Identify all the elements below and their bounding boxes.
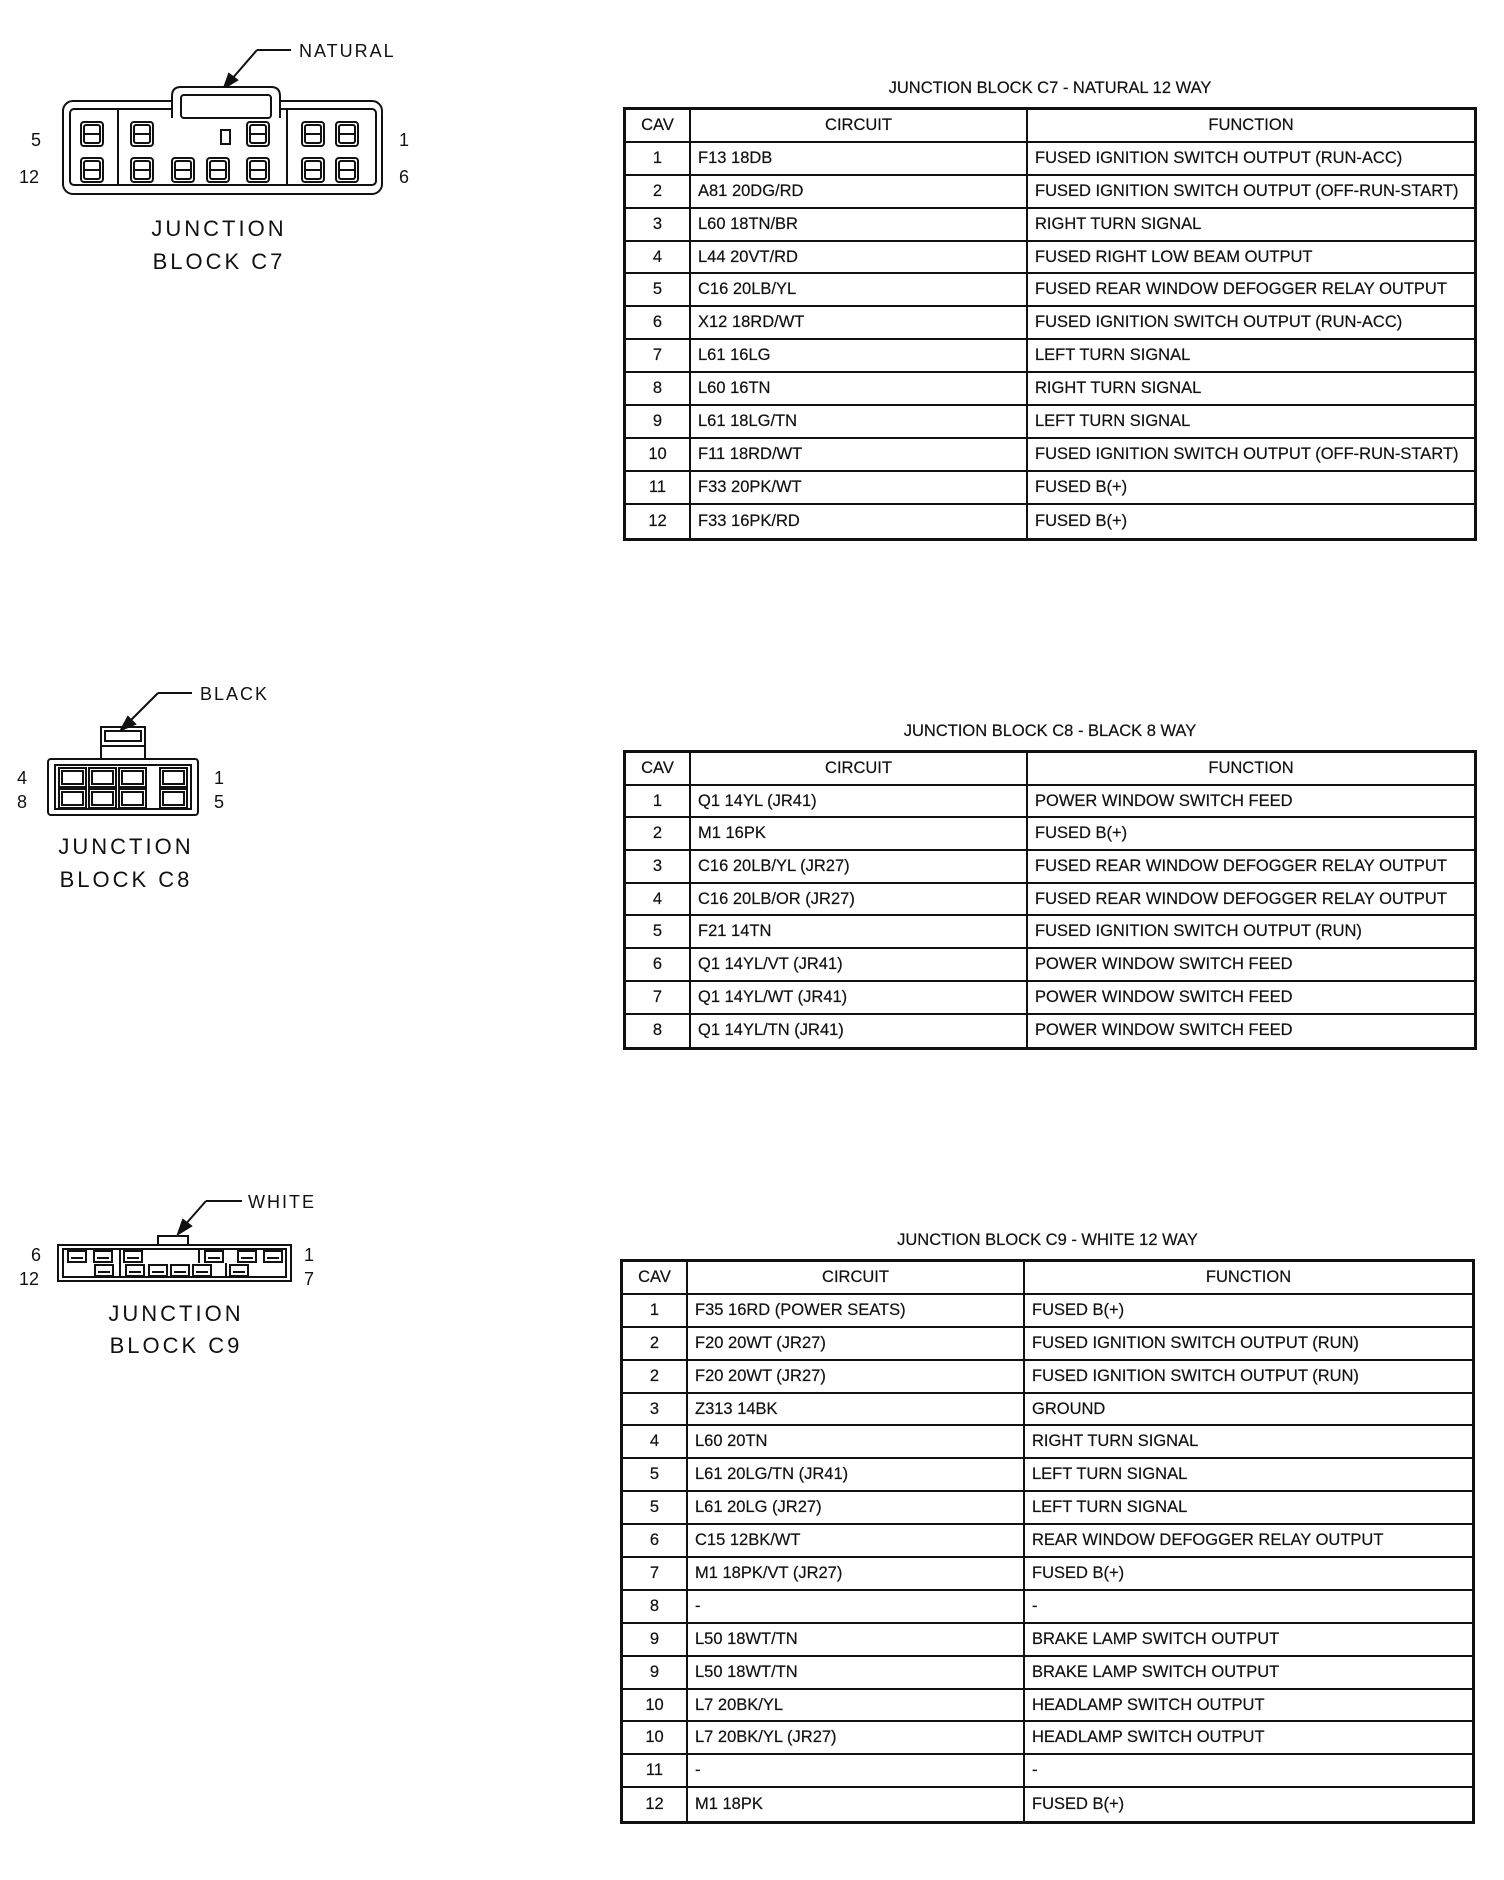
- table-header-row: [623, 1262, 1472, 1295]
- table-title-c9: JUNCTION BLOCK C9 - WHITE 12 WAY: [897, 1231, 1198, 1249]
- cell-cav: 9: [623, 1657, 688, 1688]
- cell-function: BRAKE LAMP SWITCH OUTPUT: [1032, 1662, 1280, 1681]
- connector-c8-diagram: [17, 684, 269, 892]
- table-row: [626, 406, 1474, 439]
- table-row: [623, 1657, 1472, 1690]
- pin-label-bottom-left: 12: [18, 1269, 40, 1289]
- cell-function: POWER WINDOW SWITCH FEED: [1035, 1021, 1293, 1040]
- cavity: [172, 158, 194, 182]
- cell-function: FUSED B(+): [1035, 477, 1128, 496]
- cell-circuit: L50 18WT/TN: [688, 1624, 1025, 1655]
- cavity: [59, 789, 86, 808]
- cell-cav: 7: [626, 982, 691, 1013]
- header-function: FUNCTION: [1208, 115, 1294, 134]
- cavity: [81, 158, 103, 182]
- cell-cav: 10: [623, 1722, 688, 1753]
- connector-name-line1: JUNCTION: [58, 834, 194, 859]
- cell-cav: 5: [623, 1492, 688, 1523]
- cell-circuit: L44 20VT/RD: [691, 242, 1028, 273]
- cell-function: FUSED B(+): [1035, 824, 1128, 843]
- cell-function: HEADLAMP SWITCH OUTPUT: [1032, 1728, 1265, 1747]
- cell-circuit: L7 20BK/YL: [688, 1690, 1025, 1721]
- cell-circuit: L61 20LG/TN (JR41): [688, 1459, 1025, 1490]
- cell-circuit: F35 16RD (POWER SEATS): [688, 1295, 1025, 1326]
- connector-name-line2: BLOCK C9: [109, 1333, 243, 1358]
- cell-circuit: C16 20LB/YL (JR27): [691, 851, 1028, 882]
- cell-cav: 7: [626, 340, 691, 371]
- cell-circuit: F20 20WT (JR27): [688, 1361, 1025, 1392]
- cell-circuit: F21 14TN: [691, 916, 1028, 947]
- table-row: [626, 851, 1474, 884]
- cell-cav: 5: [623, 1459, 688, 1490]
- table-row: [626, 176, 1474, 209]
- cell-function: FUSED B(+): [1032, 1300, 1125, 1319]
- cavity: [302, 158, 324, 182]
- header-circuit: CIRCUIT: [688, 1262, 1025, 1293]
- pin-label-bottom-right: 5: [213, 792, 225, 812]
- cell-cav: 4: [623, 1426, 688, 1457]
- table-row: [623, 1624, 1472, 1657]
- connector-cavities: [68, 1251, 282, 1276]
- cell-cav: 8: [626, 1015, 691, 1048]
- cell-cav: 3: [623, 1394, 688, 1425]
- cavity: [119, 768, 146, 787]
- cell-circuit: L61 16LG: [691, 340, 1028, 371]
- cell-cav: 1: [623, 1295, 688, 1326]
- pin-label-bottom-right: 7: [303, 1269, 315, 1289]
- cell-function: BRAKE LAMP SWITCH OUTPUT: [1032, 1629, 1280, 1648]
- cell-function: FUSED RIGHT LOW BEAM OUTPUT: [1035, 247, 1313, 266]
- cell-cav: 10: [623, 1690, 688, 1721]
- pin-label-top-right: 1: [303, 1245, 315, 1265]
- cell-circuit: X12 18RD/WT: [691, 307, 1028, 338]
- cell-function: LEFT TURN SIGNAL: [1035, 346, 1191, 365]
- cell-cav: 6: [626, 949, 691, 980]
- table-row: [623, 1492, 1472, 1525]
- cell-function: FUSED IGNITION SWITCH OUTPUT (RUN): [1032, 1333, 1359, 1352]
- table-row: [623, 1690, 1472, 1723]
- pin-label-top-left: 6: [30, 1245, 42, 1265]
- cell-cav: 2: [626, 176, 691, 207]
- cell-circuit: M1 16PK: [691, 818, 1028, 849]
- pin-label-bottom-left: 12: [18, 167, 40, 187]
- cell-circuit: L60 20TN: [688, 1426, 1025, 1457]
- cell-cav: 5: [626, 274, 691, 305]
- pinout-table-c9: [620, 1259, 1475, 1824]
- connector-c7-diagram: [19, 41, 409, 274]
- cavity: [89, 789, 116, 808]
- connector-name-line2: BLOCK C8: [59, 867, 193, 892]
- cell-circuit: -: [688, 1591, 1025, 1622]
- cell-function: FUSED IGNITION SWITCH OUTPUT (RUN): [1035, 922, 1362, 941]
- table-title-c7: JUNCTION BLOCK C7 - NATURAL 12 WAY: [888, 79, 1212, 97]
- header-cav: CAV: [626, 110, 691, 141]
- table-row: [626, 472, 1474, 505]
- cavity: [336, 122, 358, 146]
- cell-cav: 12: [623, 1788, 688, 1821]
- cell-cav: 12: [626, 505, 691, 538]
- cell-cav: 11: [626, 472, 691, 503]
- color-leader-arrow: [224, 50, 291, 88]
- cell-function: FUSED REAR WINDOW DEFOGGER RELAY OUTPUT: [1035, 889, 1447, 908]
- cell-function: FUSED IGNITION SWITCH OUTPUT (RUN-ACC): [1035, 148, 1403, 167]
- pin-label-bottom-left: 8: [16, 792, 28, 812]
- table-title-c8: JUNCTION BLOCK C8 - BLACK 8 WAY: [903, 722, 1197, 740]
- cell-cav: 10: [626, 439, 691, 470]
- table-row: [623, 1558, 1472, 1591]
- cavity: [131, 122, 153, 146]
- cell-function: LEFT TURN SIGNAL: [1032, 1498, 1188, 1517]
- cell-cav: 6: [623, 1525, 688, 1556]
- cell-circuit: Q1 14YL/TN (JR41): [691, 1015, 1028, 1048]
- cell-circuit: F20 20WT (JR27): [688, 1328, 1025, 1359]
- table-row: [626, 1015, 1474, 1048]
- cell-cav: 8: [626, 373, 691, 404]
- cell-function: FUSED B(+): [1035, 511, 1128, 530]
- header-circuit: CIRCUIT: [691, 753, 1028, 784]
- cavity: [264, 1251, 282, 1262]
- cell-circuit: L61 20LG (JR27): [688, 1492, 1025, 1523]
- connector-name-line1: JUNCTION: [151, 216, 287, 241]
- pin-label-top-left: 5: [30, 130, 42, 150]
- table-row: [626, 505, 1474, 538]
- cell-function: FUSED IGNITION SWITCH OUTPUT (OFF-RUN-START): [1035, 181, 1459, 200]
- cell-function: FUSED B(+): [1032, 1563, 1125, 1582]
- table-row: [626, 373, 1474, 406]
- cavity: [160, 789, 187, 808]
- cell-circuit: L60 18TN/BR: [691, 209, 1028, 240]
- cell-function: RIGHT TURN SIGNAL: [1032, 1432, 1199, 1451]
- cell-cav: 3: [626, 851, 691, 882]
- cell-cav: 2: [623, 1328, 688, 1359]
- table-row: [626, 242, 1474, 275]
- cavity: [124, 1251, 142, 1262]
- cavity: [68, 1251, 86, 1262]
- cell-cav: 11: [623, 1755, 688, 1786]
- cell-function: FUSED IGNITION SWITCH OUTPUT (RUN): [1032, 1366, 1359, 1385]
- header-cav: CAV: [626, 753, 691, 784]
- table-row: [623, 1394, 1472, 1427]
- table-row: [626, 439, 1474, 472]
- cavity: [160, 768, 187, 787]
- cavity: [119, 789, 146, 808]
- cell-function: FUSED B(+): [1032, 1795, 1125, 1814]
- table-row: [623, 1361, 1472, 1394]
- cell-circuit: Z313 14BK: [688, 1394, 1025, 1425]
- cell-cav: 1: [626, 143, 691, 174]
- cell-circuit: C16 20LB/OR (JR27): [691, 884, 1028, 915]
- cell-cav: 3: [626, 209, 691, 240]
- table-row: [623, 1525, 1472, 1558]
- pinout-table-c7: [623, 107, 1477, 541]
- table-row: [623, 1426, 1472, 1459]
- table-row: [626, 209, 1474, 242]
- cell-circuit: L7 20BK/YL (JR27): [688, 1722, 1025, 1753]
- cell-function: FUSED REAR WINDOW DEFOGGER RELAY OUTPUT: [1035, 280, 1447, 299]
- table-row: [626, 340, 1474, 373]
- header-function: FUNCTION: [1208, 758, 1294, 777]
- cell-cav: 2: [626, 818, 691, 849]
- cell-circuit: Q1 14YL (JR41): [691, 786, 1028, 817]
- connector-body: [63, 87, 382, 194]
- pinout-table-c8: [623, 750, 1477, 1050]
- cell-function: LEFT TURN SIGNAL: [1032, 1465, 1188, 1484]
- header-function: FUNCTION: [1205, 1267, 1292, 1286]
- cell-circuit: F33 16PK/RD: [691, 505, 1028, 538]
- connector-diagrams: [0, 0, 500, 1400]
- cavity: [230, 1265, 248, 1276]
- table-row: [623, 1591, 1472, 1624]
- table-row: [623, 1788, 1472, 1821]
- cell-cav: 6: [626, 307, 691, 338]
- cell-cav: 4: [626, 242, 691, 273]
- cavity: [171, 1265, 189, 1276]
- pin-label-top-left: 4: [16, 768, 28, 788]
- table-row: [626, 884, 1474, 917]
- cell-circuit: L60 16TN: [691, 373, 1028, 404]
- cell-function: RIGHT TURN SIGNAL: [1035, 379, 1202, 398]
- cell-function: GROUND: [1032, 1399, 1106, 1418]
- cell-function: FUSED REAR WINDOW DEFOGGER RELAY OUTPUT: [1035, 856, 1447, 875]
- cavity: [89, 768, 116, 787]
- cavity: [81, 122, 103, 146]
- pin-label-top-right: 1: [398, 130, 410, 150]
- cell-function: FUSED IGNITION SWITCH OUTPUT (RUN-ACC): [1035, 313, 1403, 332]
- cavity: [149, 1265, 167, 1276]
- cell-circuit: M1 18PK: [688, 1788, 1025, 1821]
- table-row: [626, 143, 1474, 176]
- cell-circuit: L50 18WT/TN: [688, 1657, 1025, 1688]
- table-row: [623, 1295, 1472, 1328]
- cavity: [95, 1265, 113, 1276]
- table-row: [623, 1722, 1472, 1755]
- cell-circuit: C15 12BK/WT: [688, 1525, 1025, 1556]
- table-row: [626, 949, 1474, 982]
- cell-circuit: C16 20LB/YL: [691, 274, 1028, 305]
- connector-color-label: WHITE: [248, 1192, 316, 1212]
- table-row: [623, 1755, 1472, 1788]
- cell-function: POWER WINDOW SWITCH FEED: [1035, 954, 1293, 973]
- cell-cav: 2: [623, 1361, 688, 1392]
- cell-circuit: F11 18RD/WT: [691, 439, 1028, 470]
- cell-function: REAR WINDOW DEFOGGER RELAY OUTPUT: [1032, 1531, 1384, 1550]
- table-row: [623, 1459, 1472, 1492]
- cavity: [59, 768, 86, 787]
- cavity: [302, 122, 324, 146]
- cavity: [94, 1251, 112, 1262]
- cell-circuit: F33 20PK/WT: [691, 472, 1028, 503]
- cavity: [205, 1251, 223, 1262]
- cavity: [207, 158, 229, 182]
- cavity: [126, 1265, 144, 1276]
- table-header-row: [626, 110, 1474, 143]
- cavity: [131, 158, 153, 182]
- connector-name-line1: JUNCTION: [108, 1301, 244, 1326]
- pin-label-top-right: 1: [213, 768, 225, 788]
- cavity: [336, 158, 358, 182]
- connector-name-line2: BLOCK C7: [152, 249, 286, 274]
- cell-circuit: Q1 14YL/VT (JR41): [691, 949, 1028, 980]
- cell-cav: 5: [626, 916, 691, 947]
- cell-function: POWER WINDOW SWITCH FEED: [1035, 987, 1293, 1006]
- cell-cav: 9: [623, 1624, 688, 1655]
- table-row: [626, 307, 1474, 340]
- cell-circuit: A81 20DG/RD: [691, 176, 1028, 207]
- cavity: [247, 158, 269, 182]
- cell-function: -: [1032, 1596, 1038, 1615]
- cell-function: LEFT TURN SIGNAL: [1035, 411, 1191, 430]
- cell-cav: 1: [626, 786, 691, 817]
- connector-color-label: BLACK: [200, 684, 270, 704]
- table-row: [626, 274, 1474, 307]
- cavity: [193, 1265, 211, 1276]
- cavity: [247, 122, 269, 146]
- cell-circuit: F13 18DB: [691, 143, 1028, 174]
- cell-function: -: [1032, 1761, 1038, 1780]
- cell-circuit: Q1 14YL/WT (JR41): [691, 982, 1028, 1013]
- cell-cav: 8: [623, 1591, 688, 1622]
- cell-circuit: M1 18PK/VT (JR27): [688, 1558, 1025, 1589]
- table-header-row: [626, 753, 1474, 786]
- connector-cavities: [81, 122, 358, 182]
- header-circuit: CIRCUIT: [691, 110, 1028, 141]
- cell-cav: 7: [623, 1558, 688, 1589]
- cell-function: RIGHT TURN SIGNAL: [1035, 214, 1202, 233]
- cell-circuit: L61 18LG/TN: [691, 406, 1028, 437]
- cell-cav: 9: [626, 406, 691, 437]
- table-row: [623, 1328, 1472, 1361]
- pin-label-bottom-right: 6: [398, 167, 410, 187]
- table-row: [626, 786, 1474, 819]
- connector-c9-diagram: [19, 1192, 316, 1358]
- cell-function: FUSED IGNITION SWITCH OUTPUT (OFF-RUN-START): [1035, 444, 1459, 463]
- table-row: [626, 916, 1474, 949]
- cell-cav: 4: [626, 884, 691, 915]
- header-cav: CAV: [623, 1262, 688, 1293]
- connector-cavities: [59, 768, 187, 808]
- color-leader-arrow: [178, 1201, 242, 1234]
- color-leader-arrow: [121, 693, 192, 730]
- cavity: [238, 1251, 256, 1262]
- table-row: [626, 982, 1474, 1015]
- connector-color-label: NATURAL: [299, 41, 396, 61]
- table-row: [626, 818, 1474, 851]
- cell-circuit: -: [688, 1755, 1025, 1786]
- cell-function: POWER WINDOW SWITCH FEED: [1035, 791, 1293, 810]
- cell-function: HEADLAMP SWITCH OUTPUT: [1032, 1695, 1265, 1714]
